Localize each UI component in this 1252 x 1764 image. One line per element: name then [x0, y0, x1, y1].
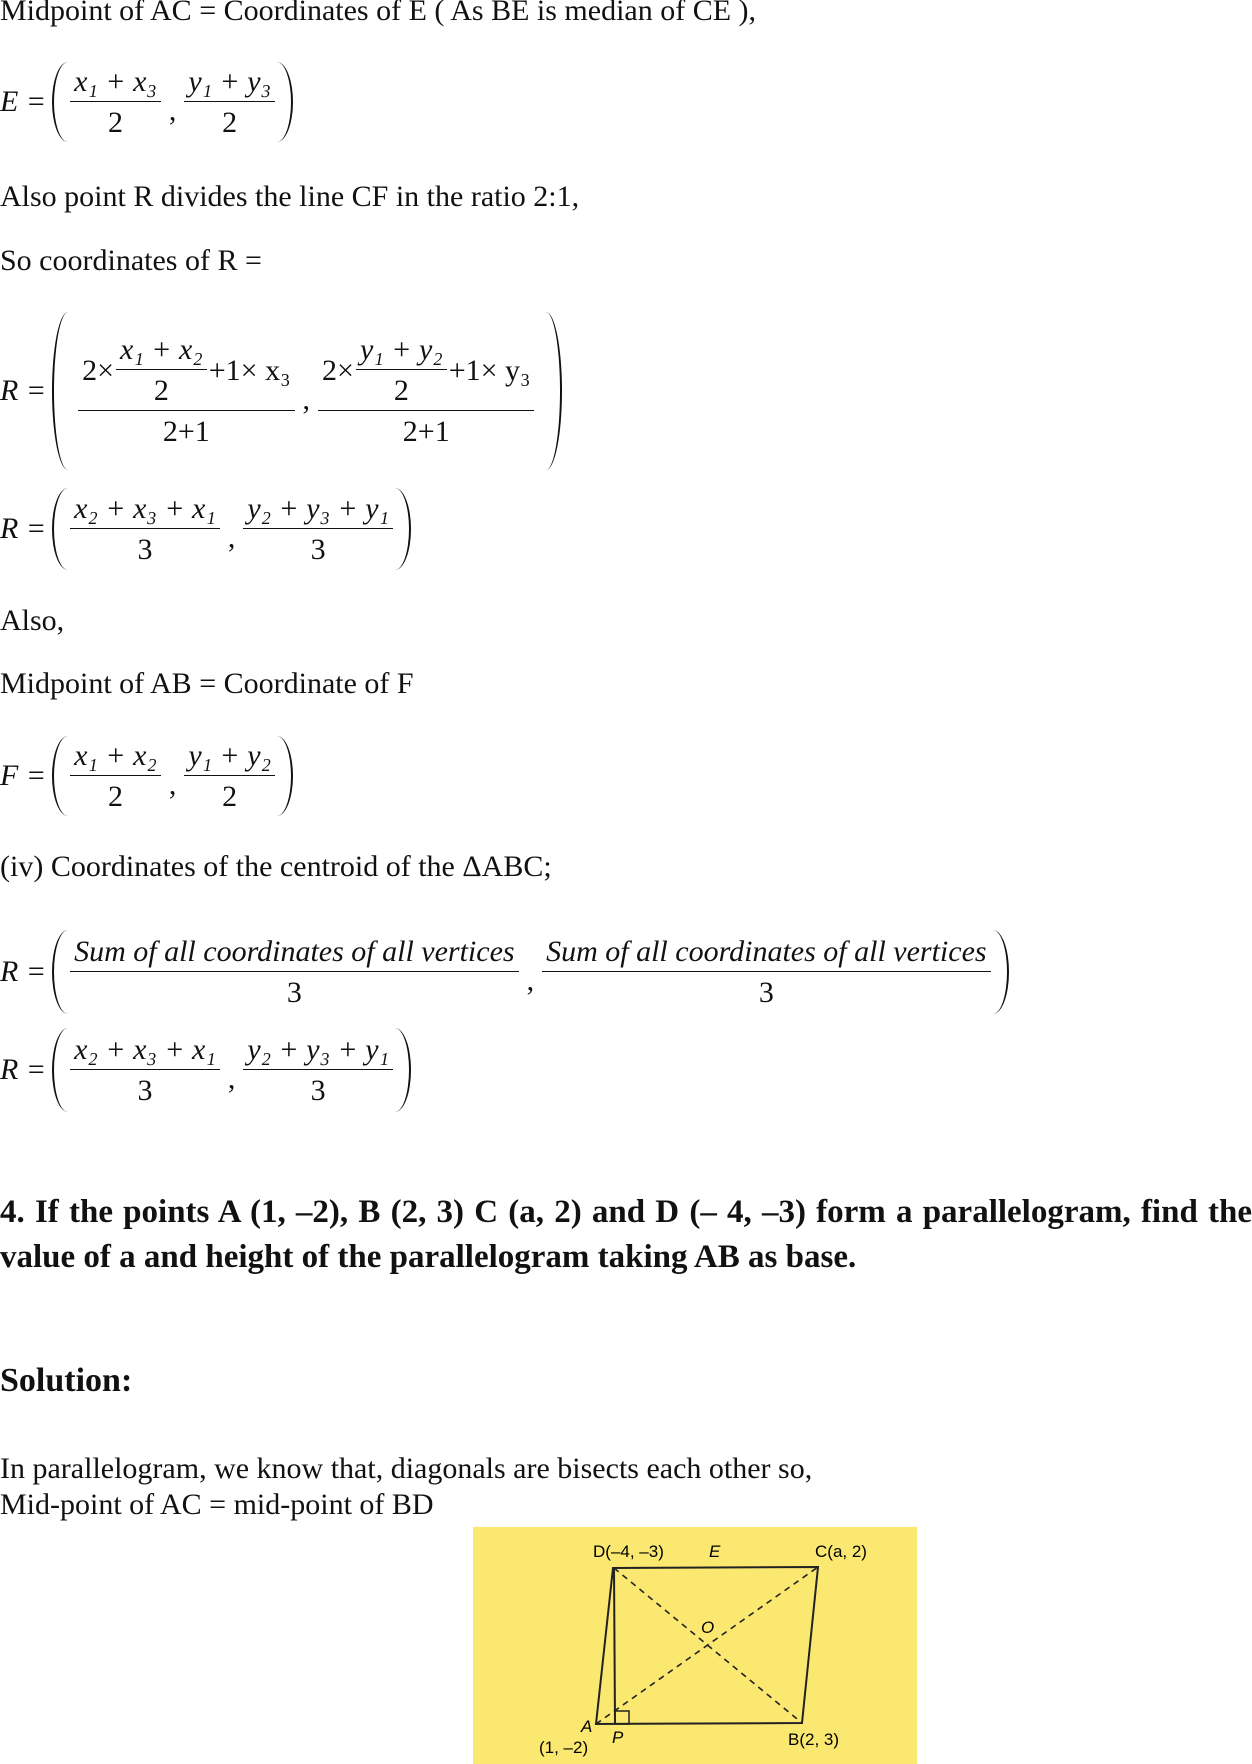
label-d: D(–4, –3) — [593, 1542, 664, 1561]
numerator: x₁ + x₂ — [70, 739, 161, 776]
text-also: Also, — [0, 604, 65, 637]
label-c: C(a, 2) — [815, 1542, 867, 1561]
denominator: 3 — [310, 1073, 326, 1107]
formula-e: E = $\frac{\text{x₁ + x₃}}{2}$ , $\frac{\text{y₁ + y₃}}{2}$ — [0, 62, 297, 142]
formula-lhs: E = — [0, 85, 47, 118]
numerator: y₁ + y₂ — [184, 739, 275, 776]
text-centroid: (iv) Coordinates of the centroid of the ΔABC; — [0, 850, 552, 883]
numerator: x₂ + x₃ + x₁ — [70, 1033, 220, 1070]
formula-r-sum: R = $\frac{\text{Sum of all coordinates of all vertices}}{3}$ , $\frac{\text{Sum of all coordinates of all vertices}}{3}$ — [0, 930, 1013, 1014]
numerator: x₂ + x₃ + x₁ — [70, 492, 220, 529]
denominator: 3 — [286, 975, 302, 1009]
question-4: 4. If the points A (1, –2), B (2, 3) C (a, 2) and D (– 4, –3) form a parallelogram, find the value of a and height of the parallelogram taking AB as base. — [0, 1194, 1252, 1275]
formula-lhs: R = — [0, 955, 47, 988]
formula-r-centroid: R = $\frac{\text{x₂ + x₃ + x₁}}{3}$ , $\frac{\text{y₂ + y₃ + y₁}}{3}$ — [0, 1028, 415, 1112]
denominator: 3 — [137, 532, 153, 566]
term: +1× x₃ — [208, 353, 291, 387]
text-midpoint-ac: Midpoint of AC = Coordinates of E ( As BE is median of CE ), — [0, 0, 757, 27]
numerator: Sum of all coordinates of all vertices — [542, 935, 991, 972]
formula-r-ratio: R = 2× $\frac{\text{x₁ + x₂}}{2}$ +1× x₃ 2+1 , 2× $\frac{\text{y₁ + y₂}}{2}$ +1× y₃ 2+1 — [0, 312, 566, 470]
label-b: B(2, 3) — [788, 1730, 840, 1749]
denominator: 2 — [153, 374, 169, 407]
numerator: x₁ + x₂ — [116, 333, 207, 370]
term: 2× — [82, 353, 114, 387]
denominator: 2 — [222, 779, 238, 813]
denominator: 2 — [393, 374, 409, 407]
numerator: y₁ + y₃ — [184, 65, 275, 102]
denominator: 2 — [222, 105, 238, 139]
solution-line-2: Mid-point of AC = mid-point of BD — [0, 1488, 434, 1521]
solution-line-1: In parallelogram, we know that, diagonals are bisects each other so, — [0, 1452, 813, 1485]
text-also-r: Also point R divides the line CF in the ratio 2:1, — [0, 180, 580, 213]
formula-lhs: R = — [0, 512, 47, 545]
label-a: A — [581, 1717, 593, 1736]
label-e: E — [709, 1542, 721, 1561]
text-so-coords: So coordinates of R = — [0, 244, 262, 277]
denominator: 2+1 — [162, 415, 210, 448]
diagonal-ac — [596, 1567, 818, 1724]
numerator: x₁ + x₃ — [70, 65, 161, 102]
formula-lhs: R = — [0, 374, 47, 407]
denominator: 2+1 — [402, 415, 450, 448]
numerator: y₁ + y₂ — [356, 333, 447, 370]
diagram-svg — [473, 1527, 917, 1764]
numerator: y₂ + y₃ + y₁ — [243, 1033, 393, 1070]
formula-lhs: R = — [0, 1053, 47, 1086]
formula-r-simplified: R = $\frac{\text{x₂ + x₃ + x₁}}{3}$ , $\frac{\text{y₂ + y₃ + y₁}}{3}$ — [0, 488, 415, 570]
denominator: 2 — [107, 105, 123, 139]
numerator: Sum of all coordinates of all vertices — [70, 935, 519, 972]
denominator: 3 — [137, 1073, 153, 1107]
text-midpoint-ab: Midpoint of AB = Coordinate of F — [0, 667, 414, 700]
denominator: 3 — [310, 532, 326, 566]
denominator: 2 — [107, 779, 123, 813]
numerator: y₂ + y₃ + y₁ — [243, 492, 393, 529]
height-dp — [614, 1568, 615, 1724]
denominator: 3 — [758, 975, 774, 1009]
term: +1× y₃ — [448, 353, 531, 387]
formula-lhs: F = — [0, 759, 47, 792]
label-o: O — [701, 1618, 715, 1637]
parallelogram-diagram — [473, 1527, 917, 1764]
term: 2× — [322, 353, 354, 387]
label-p: P — [612, 1728, 624, 1747]
solution-heading: Solution: — [0, 1362, 133, 1399]
label-a-coord: (1, –2) — [539, 1738, 589, 1757]
right-angle-mark — [615, 1711, 629, 1724]
formula-f: F = $\frac{\text{x₁ + x₂}}{2}$ , $\frac{\text{y₁ + y₂}}{2}$ — [0, 736, 297, 816]
